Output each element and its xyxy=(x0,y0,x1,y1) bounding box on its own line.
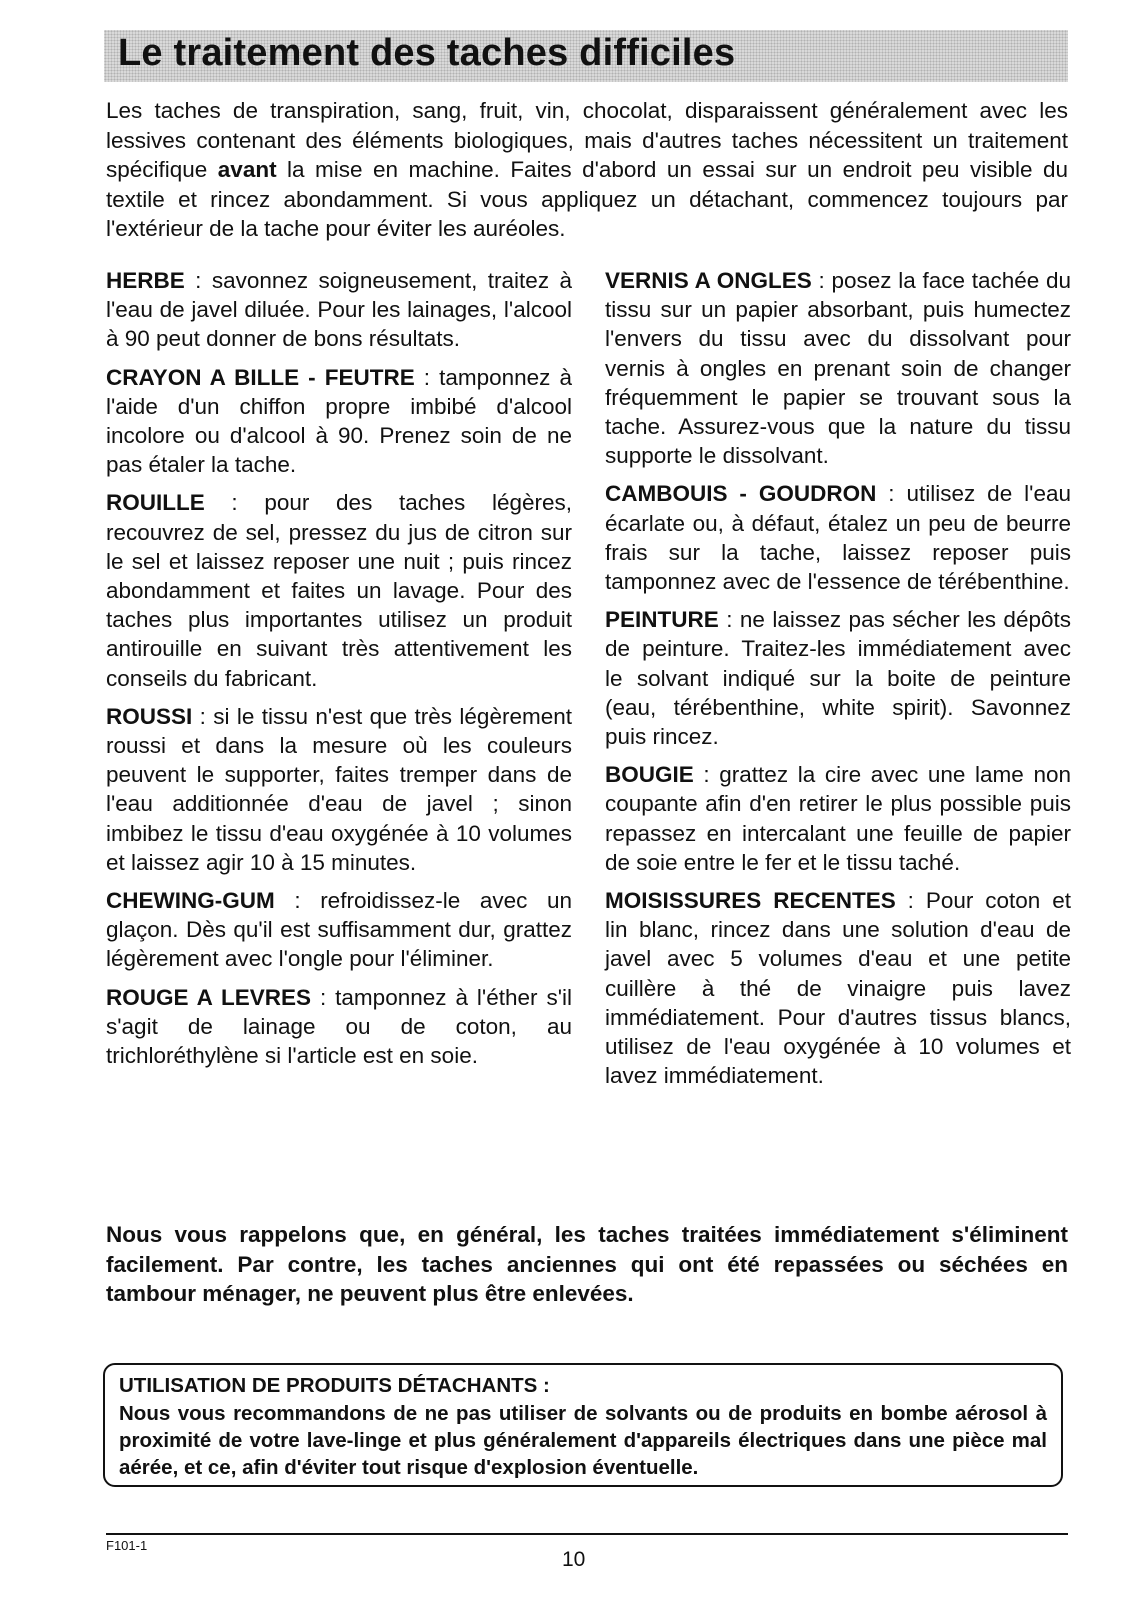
title-banner xyxy=(104,30,1068,82)
stain-entry-roussi xyxy=(106,702,572,877)
stain-keyword: ROUILLE xyxy=(106,490,205,516)
stain-entry-cambouis xyxy=(605,479,1071,596)
stain-entry-herbe xyxy=(106,266,572,354)
footer-divider xyxy=(106,1533,1068,1535)
stain-keyword: MOISISSURES RECENTES xyxy=(605,888,896,914)
warning-title: UTILISATION DE PRODUITS DÉTACHANTS : xyxy=(119,1374,550,1397)
stain-keyword: CAMBOUIS - GOUDRON xyxy=(605,481,877,507)
warning-box xyxy=(103,1363,1063,1487)
page-title: Le traitement des taches difficiles xyxy=(118,32,736,74)
stain-text: : ne laissez pas sécher les dépôts de peinture. Traitez-les immédiatement avec le solvant indiqué sur la boite de peinture (eau, térébenthine, white spirit). Savonnez puis rincez. xyxy=(605,607,1071,750)
stain-entry-rouge-a-levres xyxy=(106,983,572,1071)
stain-text: : refroidissez-le avec un glaçon. Dès qu'il est suffisamment dur, grattez légèrement avec l'ongle pour l'éliminer. xyxy=(106,888,572,972)
warning-text: Nous vous recommandons de ne pas utiliser de solvants ou de produits en bombe aérosol à proximité de votre lave-linge et plus généralement d'appareils électriques dans une pièce mal aérée, et ce, afin d'éviter tout risque d'explosion éventuelle. xyxy=(119,1402,1047,1479)
reminder-paragraph: Nous vous rappelons que, en général, les taches traitées immédiatement s'éliminent facilement. Par contre, les taches anciennes qui ont été repassées ou séchées en tambour ménager, ne peuvent plus être enlevées. xyxy=(106,1222,1068,1306)
stain-text: : si le tissu n'est que très légèrement roussi et dans la mesure où les couleurs peuvent le supporter, faites tremper dans de l'eau additionnée d'eau de javel ; sinon imbibez le tissu d'eau oxygénée à 10 volumes et laissez agir 10 à 15 minutes. xyxy=(106,703,572,875)
intro-paragraph xyxy=(106,96,1068,244)
page-number: 10 xyxy=(562,1548,586,1571)
stain-keyword: ROUGE A LEVRES xyxy=(106,984,312,1010)
intro-text-end: la mise en machine. Faites d'abord un essai sur un endroit peu visible du textile et rincez abondamment. Si vous appliquez un détachant, commencez toujours par l'extérieur de la tache pour éviter les auréoles. xyxy=(106,157,1068,241)
stain-entry-bougie xyxy=(605,760,1071,877)
stain-entry-rouille xyxy=(106,488,572,692)
stain-text: : utilisez de l'eau écarlate ou, à défaut, étalez un peu de beurre frais sur la tache, laissez reposer puis tamponnez avec de l'essence de térébenthine. xyxy=(605,481,1071,595)
stain-keyword: HERBE xyxy=(106,268,185,293)
stain-entry-moisissures xyxy=(605,886,1071,1090)
stain-text: : tamponnez à l'éther s'il s'agit de lainage ou de coton, au trichloréthylène si l'article est en soie. xyxy=(106,984,572,1069)
stain-text: : pour des taches légères, recouvrez de sel, pressez du jus de citron sur le sel et laissez reposer une nuit ; puis rincez abondamment et faites un lavage. Pour des taches plus importantes utilisez un produit antirouille en suivant très attentivement les conseils du fabricant. xyxy=(106,490,572,691)
stain-text: : posez la face tachée du tissu sur un papier absorbant, puis humectez l'envers du tissu avec du dissolvant pour vernis à ongles en prenant soin de changer fréquemment le papier se trouvant sous la tache. Assurez-vous que la nature du tissu supporte le dissolvant. xyxy=(605,268,1071,469)
stain-text: : Pour coton et lin blanc, rincez dans une solution d'eau de javel avec 5 volumes d'eau et une petite cuillère à thé de vinaigre puis lavez immédiatement. Pour d'autres tissus blancs, utilisez de l'eau oxygénée à 10 volumes et lavez immédiatement. xyxy=(605,888,1071,1089)
intro-text-start: Les taches de transpiration, sang, fruit, vin, chocolat, disparaissent généralement avec les lessives contenant des éléments biologiques, mais d'autres taches nécessitent un traitement spécifique xyxy=(106,98,1068,182)
stain-keyword: ROUSSI xyxy=(106,703,193,729)
stain-keyword: CHEWING-GUM xyxy=(106,888,275,914)
stain-keyword: BOUGIE xyxy=(605,762,694,788)
intro-emphasis: avant xyxy=(217,157,277,182)
stain-entry-crayon xyxy=(106,363,572,480)
stain-entry-vernis xyxy=(605,266,1071,470)
left-column xyxy=(106,266,572,1079)
stain-entry-chewing-gum xyxy=(106,886,572,974)
stain-entry-peinture xyxy=(605,605,1071,751)
stain-text: : tamponnez à l'aide d'un chiffon propre imbibé d'alcool incolore ou d'alcool à 90. Prenez soin de ne pas étaler la tache. xyxy=(106,364,572,478)
stain-text: : savonnez soigneusement, traitez à l'eau de javel diluée. Pour les lainages, l'alcool à 90 peut donner de bons résultats. xyxy=(106,268,572,352)
right-column xyxy=(605,266,1071,1099)
stain-keyword: PEINTURE xyxy=(605,607,719,633)
stain-keyword: VERNIS A ONGLES xyxy=(605,268,812,293)
document-code: F101-1 xyxy=(106,1538,148,1553)
stain-text: : grattez la cire avec une lame non coupante afin d'en retirer le plus possible puis repassez en intercalant une feuille de papier de soie entre le fer et le tissu taché. xyxy=(605,762,1071,875)
stain-keyword: CRAYON A BILLE - FEUTRE xyxy=(106,364,415,390)
